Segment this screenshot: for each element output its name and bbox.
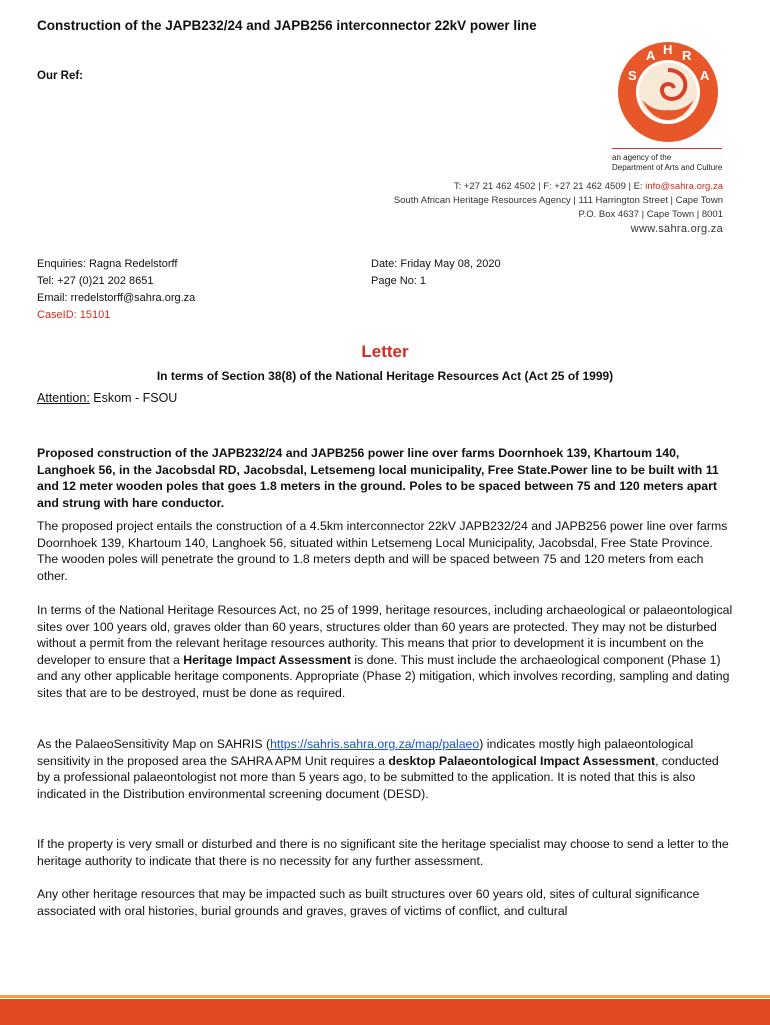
logo-letter-a1: A (646, 48, 656, 63)
date-block (371, 256, 501, 290)
subject-paragraph: Proposed construction of the JAPB232/24 and JAPB256 power line over farms Doornhoek 139, Khartoum 140, Langhoek 56, in the Jacobsdal RD, Jacobsdal, Letsemeng local municipality, Free State.Power line to be built with 11 and 12 meter wooden poles that goes 1.8 meters in the ground. Poles to be spaced between 75 and 120 meters apart and strung with hare conductor. (37, 446, 719, 510)
enquiries-block (37, 256, 195, 324)
attention-recipient: Eskom - FSOU (89, 391, 178, 405)
document-title: Construction of the JAPB232/24 and JAPB256 interconnector 22kV power line (37, 18, 537, 33)
p3-text-d: , conducted by a professional palaeontologist not more than 5 years ago, to be submitted to the application. It is noted that this is also indicated in the Distribution environmental screening document (DESD). (37, 753, 719, 801)
attention-label: Attention: (37, 391, 90, 405)
logo-letter-h: H (663, 42, 673, 57)
palaeo-map-link[interactable]: https://sahris.sahra.org.za/map/palaeo (270, 737, 480, 751)
letter-heading: Letter (361, 342, 409, 361)
p3-text-b: ) indicates mostly high palaeontological sensitivity in the proposed area the SAHRA APM Unit requires a (37, 737, 694, 768)
enquiries-name: Enquiries: Ragna Redelstorff (37, 258, 178, 270)
paragraph-palaeo (37, 736, 733, 802)
agency-divider (612, 148, 722, 149)
agency-line-1: an agency of the (612, 153, 672, 162)
contact-po-box: P.O. Box 4637 | Cape Town | 8001 (578, 209, 723, 220)
footer-band (0, 995, 770, 1024)
enquiries-tel: Tel: +27 (0)21 202 8651 (37, 275, 154, 287)
p2-text-c: is done. This must include the archaeological component (Phase 1) and any other applicable heritage components. Appropriate (Phase 2) mitigation, which involves recording, sampling and dating sites that are to be destroyed, must be done as required. (37, 652, 730, 700)
p3-text-a: As the PalaeoSensitivity Map on SAHRIS ( (37, 737, 271, 751)
attention-line (37, 391, 177, 405)
sahra-logo (608, 40, 728, 148)
logo-letter-r: R (682, 48, 692, 63)
act-reference: In terms of Section 38(8) of the National Heritage Resources Act (Act 25 of 1999) (156, 369, 614, 383)
contact-website-link[interactable]: www.sahra.org.za (630, 223, 723, 235)
footer-stripe-thick (0, 999, 770, 1025)
p3-bold-pia: desktop Palaeontological Impact Assessment (388, 753, 656, 768)
paragraph-heritage-act (37, 602, 733, 701)
page-number: Page No: 1 (371, 275, 427, 287)
agency-line-2: Department of Arts and Culture (612, 163, 723, 172)
contact-phone-fax: T: +27 21 462 4502 | F: +27 21 462 4509 | E: (453, 181, 646, 192)
agency-note (612, 148, 722, 173)
paragraph-project-description: The proposed project entails the construction of a 4.5km interconnector 22kV JAPB232/24 and JAPB256 power line over farms Doornhoek 139, Khartoum 140, Langhoek 56, situated within Letsemeng Local Municipality, Jacobsdal, Free State Province. The wooden poles will penetrate the ground to 1.8 meters depth and will be spaced between 75 and 120 meters from each other. (37, 519, 728, 583)
contact-phone-line (394, 180, 723, 194)
contact-email-link[interactable]: info@sahra.org.za (645, 181, 723, 192)
p2-bold-hia: Heritage Impact Assessment (183, 652, 351, 667)
our-ref-label: Our Ref: (37, 70, 83, 82)
logo-letter-a2: A (700, 68, 710, 83)
footer-stripe-thin (0, 995, 770, 998)
paragraph-other-resources: Any other heritage resources that may be impacted such as built structures over 60 years old, sites of cultural significance associated with oral histories, burial grounds and graves, graves of victims of conflict, and cultural (37, 887, 700, 918)
letter-date: Date: Friday May 08, 2020 (371, 258, 501, 270)
contact-address: South African Heritage Resources Agency | 111 Harrington Street | Cape Town (393, 195, 723, 206)
enquiries-email: Email: rredelstorff@sahra.org.za (37, 292, 196, 304)
contact-block (394, 180, 723, 236)
paragraph-small-property: If the property is very small or disturbed and there is no significant site the heritage specialist may choose to send a letter to the heritage authority to indicate that there is no necessity for any further assessment. (37, 837, 729, 868)
case-id: CaseID: 15101 (37, 309, 111, 321)
logo-letter-s: S (628, 68, 637, 83)
p2-text-a: In terms of the National Heritage Resources Act, no 25 of 1999, heritage resources, including archaeological or palaeontological sites over 100 years old, graves older than 60 years, structures older than 60 years are protected. They may not be disturbed without a permit from the relevant heritage resources authority. This means that prior to development it is incumbent on the developer to ensure that a (37, 603, 733, 667)
